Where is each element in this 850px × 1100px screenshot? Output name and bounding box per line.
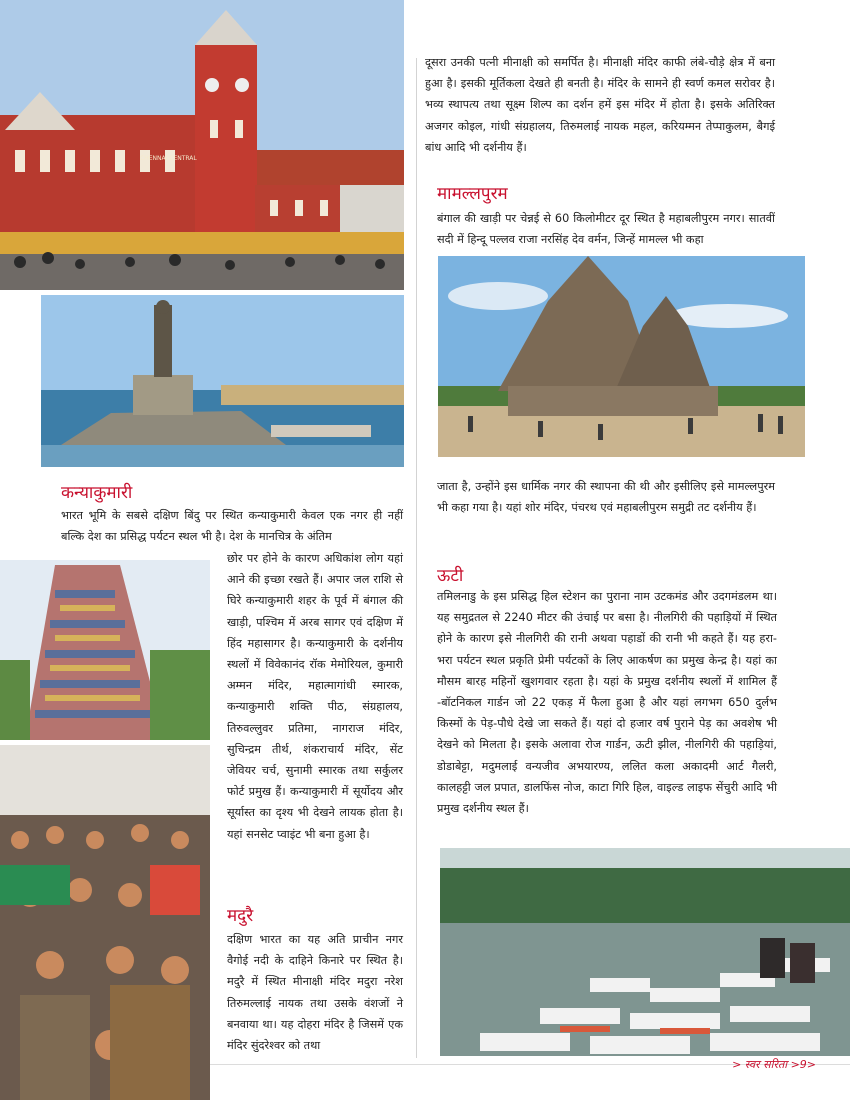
intro-paragraph: दूसरा उनकी पत्नी मीनाक्षी को समर्पित है। मीनाक्षी मंदिर काफी लंबे-चौड़े क्षेत्र में बना हुआ है। इसकी मूर्तिकला देखते ही बनती है। मंदिर के सामने ही स्वर्ण कमल सरोवर है। भव्य स्थापत्य तथा सूक्ष्म शिल्प का दर्शन हमें इस मंदिर में होता है। इसके अतिरिक्त अजगर कोइल, गांधी संग्रहालय, तिरुमलाई नायक महल, करियम्मन तेप्पाकुलम, बैगई बांध आदि भी दर्शनीय हैं। bbox=[425, 56, 775, 154]
ooty-heading: ऊटी bbox=[437, 566, 464, 586]
page-footer: > स्वर सरिता >9> bbox=[732, 1058, 816, 1071]
madurai-heading: मदुरै bbox=[227, 906, 254, 926]
mamallapuram-paragraph-2: जाता है, उन्होंने इस धार्मिक नगर की स्थापना की थी और इसीलिए इसे मामल्लपुरम भी कहा गया है। यहां शोर मंदिर, पंचरथ एवं महाबलीपुरम समुद्री तट दर्शनीय हैं। bbox=[437, 480, 775, 515]
shore-temple-photo bbox=[438, 256, 805, 457]
kanyakumari-paragraph-narrow: छोर पर होने के कारण अधिकांश लोग यहां आने की इच्छा रखते हैं। अपार जल राशि से घिरे कन्याकुमारी शहर के पूर्व में बंगाल की खाड़ी, पश्चिम में अरब सागर एवं दक्षिण में हिंद महासागर है। कन्याकुमारी के दर्शनीय स्थलों में विवेकानंद रॉक मेमोरियल, कुमारी अम्मन मंदिर, महात्मागांधी स्मारक, कन्याकुमारी शक्ति पीठ, संग्रहालय, तिरुवल्लुवर प्रतिमा, नागराज मंदिर, सुचिन्द्रम तीर्थ, शंकराचार्य मंदिर, सेंट जेवियर चर्च, सुनामी स्मारक तथा सर्कुलर फोर्ट प्रमुख हैं। कन्याकुमारी में सूर्योदय और सूर्यास्त का दृश्य भी देखने लायक होता है। यहां सनसेट प्वाइंट भी बना हुआ है। bbox=[227, 552, 403, 841]
madurai-paragraph: दक्षिण भारत का यह अति प्राचीन नगर वैगोई नदी के दाहिने किनारे पर स्थित है। मदुरै में स्थित मीनाक्षी मंदिर मदुरा नरेश तिरुमल्लाई नायक तथा उसके वंशजों ने बनवाया था। यह दोहरा मंदिर है जिसमें एक मंदिर सुंदरेश्वर को तथा bbox=[227, 933, 403, 1053]
mamallapuram-heading: मामल्लपुरम bbox=[437, 184, 508, 204]
kanyakumari-heading: कन्याकुमारी bbox=[61, 483, 133, 503]
station-sign-text: CHENNAI CENTRAL bbox=[140, 155, 197, 162]
crowd-devotees-photo bbox=[0, 745, 210, 1100]
kanyakumari-paragraph-full: भारत भूमि के सबसे दक्षिण बिंदु पर स्थित कन्याकुमारी केवल एक नगर ही नहीं बल्कि देश का प्रसिद्ध पर्यटन स्थल भी है। देश के मानचित्र के अंतिम bbox=[61, 509, 403, 544]
meenakshi-temple-gopuram-photo bbox=[0, 560, 210, 740]
mamallapuram-paragraph-1: बंगाल की खाड़ी पर चेन्नई से 60 किलोमीटर दूर स्थित है महाबलीपुरम नगर। सातवीं सदी में हिन्दू पल्लव राजा नरसिंह देव वर्मन, जिन्हें मामल्ल भी कहा bbox=[437, 212, 775, 247]
chennai-central-station-photo bbox=[0, 0, 404, 290]
ooty-lake-boats-photo bbox=[440, 848, 850, 1056]
column-divider bbox=[416, 58, 417, 1058]
vivekananda-rock-photo bbox=[41, 295, 404, 467]
ooty-paragraph: तमिलनाडु के इस प्रसिद्ध हिल स्टेशन का पुराना नाम उटकमंड और उदगमंडलम था। यह समुद्रतल से 2240 मीटर की उंचाई पर बसा है। नीलगिरी की पहाड़ियों में स्थित होने के कारण इसे नीलगिरी की रानी अथवा पहाडों की रानी भी कहते हैं। यह हरा-भरा पर्यटन स्थल प्रकृति प्रेमी पर्यटकों के लिए आकर्षण का प्रमुख केन्द्र है। यहां का मौसम बारह महिनों खुशगवार रहता है। यहां के प्रमुख दर्शनीय स्थलों में शामिल हैं -बॉटनिकल गार्डन जो 22 एकड़ में फैला हुआ है और यहां लगभग 650 दुर्लभ किस्मों के पेड़-पौधे देखे जा सकते हैं। यहां दो हजार वर्ष पुराने पेड़ का अवशेष भी देखने को मिलता है। इसके अलावा रोज गार्डन, ऊटी झील, नीलगिरी की पहाड़ियां, डोडाबेट्टा, मदुमलाई वन्यजीव अभयारण्य, ललित कला अकादमी आर्ट गैलरी, कालहट्टी जल प्रपात, डालफिंस नोज, काटा गिरि हिल, वाइल्ड लाइफ सेंचुरी आदि भी प्रमुख दर्शनीय स्थल हैं। bbox=[437, 590, 777, 816]
